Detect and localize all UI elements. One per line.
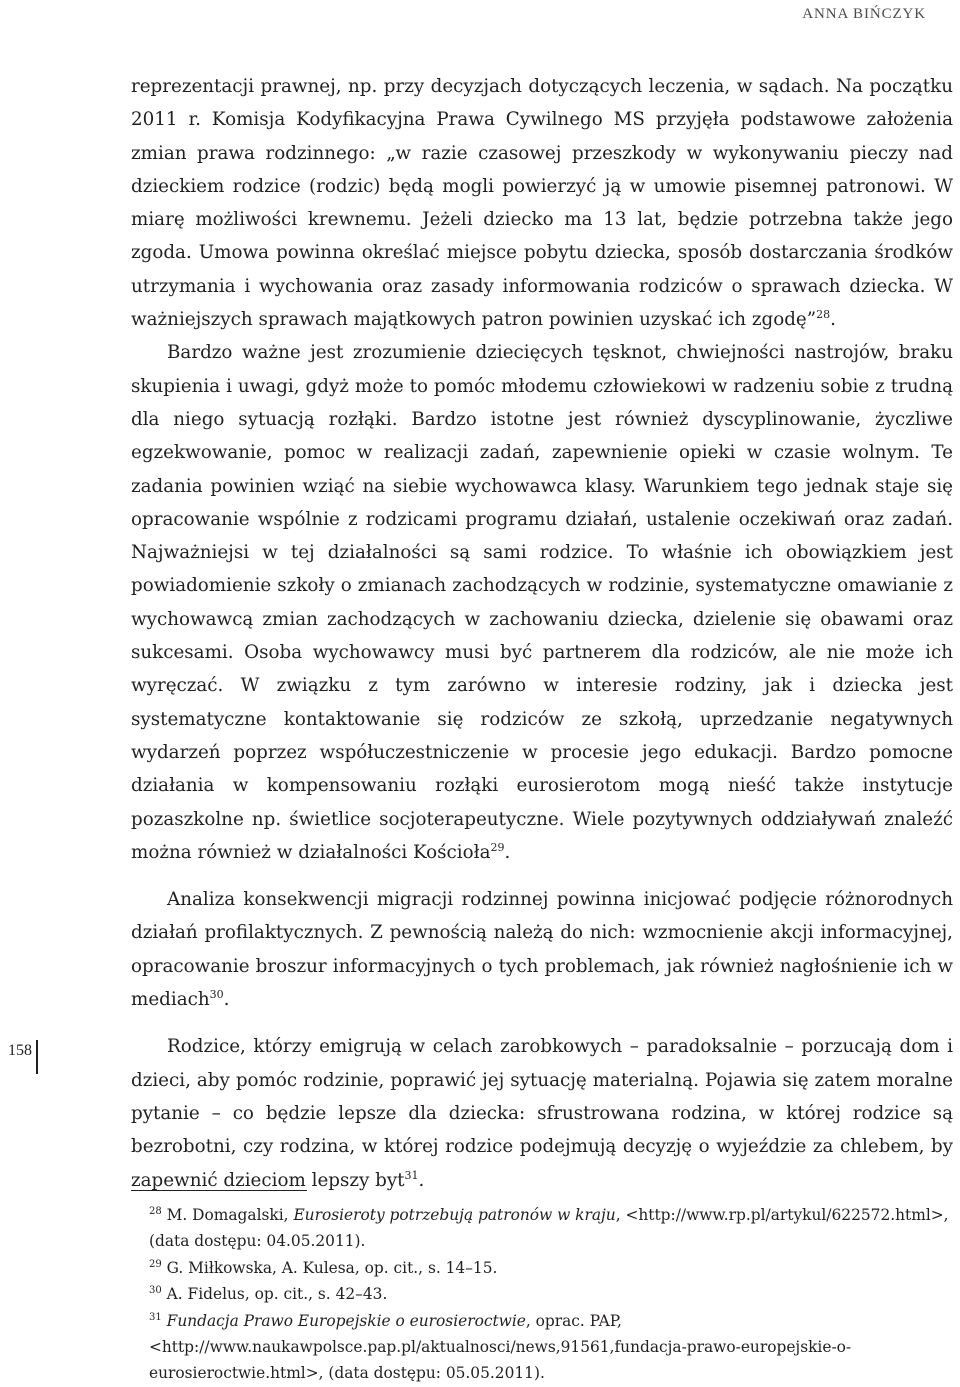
footnote-ref: 31 [404, 1168, 419, 1182]
italic-title: Eurosieroty potrzebują patronów w kraju [293, 1206, 616, 1224]
footnote-ref: 29 [490, 840, 505, 854]
footnote-ref: 28 [149, 1206, 162, 1217]
text-run: . [504, 841, 511, 863]
italic-title: Fundacja Prawo Europejskie o eurosieroctwie [166, 1311, 526, 1330]
footnote-separator [131, 1190, 307, 1191]
footnote-ref: 29 [149, 1258, 162, 1270]
text-run: , oprac. PAP, <http://www.naukawpolsce.pap.pl/aktualnosci/news,91561,fundacja-prawo-europejskie-o-eurosieroctwie.html>, (data dostępu: 05.05.2011). [149, 1311, 852, 1383]
paragraph [131, 883, 953, 1016]
text-run: reprezentacji prawnej, np. przy decyzjach dotyczących leczenia, w sądach. Na początku 2011 r. Komisja Kodyfikacyjna Prawa Cywilnego MS przyjęła podstawowe założenia zmian prawa rodzinnego: „w razie czasowej przeszkody w wykonywaniu pieczy nad dzieckiem rodzice (rodzic) będą mogli powierzyć ją w umowie pisemnej patronowi. W miarę możliwości krewnemu. Jeżeli dziecko ma 13 lat, będzie potrzebna także jego zgoda. Umowa powinna określać miejsce pobytu dziecka, sposób dostarczania środków utrzymania i wychowania oraz zasady informowania rodziców o sprawach dziecka. W ważniejszych sprawach majątkowych patron powinien uzyskać ich zgodę” [131, 76, 953, 331]
footnote-ref: 28 [816, 308, 831, 322]
footnote [131, 1281, 953, 1307]
text-run: M. Domagalski, [161, 1206, 294, 1224]
footnote [131, 1202, 953, 1255]
text-run: . [830, 309, 836, 331]
text-run: Analiza konsekwencji migracji rodzinnej powinna inicjować podjęcie różnorodnych działań profilaktycznych. Z pewnością należą do nich: wzmocnienie akcji informacyjnej, opracowanie broszur informacyjnych o tych problemach, jak również nagłośnienie ich w mediach [131, 889, 953, 1011]
text-run: G. Miłkowska, A. Kulesa, op. cit., s. 14–15. [161, 1258, 498, 1277]
body-text [131, 70, 953, 1197]
footnote-ref: 30 [209, 988, 224, 1002]
text-run: Bardzo ważne jest zrozumienie dziecięcych tęsknot, chwiejności nastrojów, braku skupienia i uwagi, gdyż może to pomóc młodemu człowiekowi w radzeniu sobie z trudną dla niego sytuacją rozłąki. Bardzo istotne jest również dyscyplinowanie, życzliwe egzekwowanie, pomoc w realizacji zadań, zapewnienie opieki w czasie wolnym. Te zadania powinien wziąć na siebie wychowawca klasy. Warunkiem tego jednak staje się opracowanie wspólnie z rodzicami programu działań, ustalenie oczekiwań oraz zadań. Najważniejsi w tej działalności są sami rodzice. To właśnie ich obowiązkiem jest powiadomienie szkoły o zmianach zachodzących w rodzinie, systematyczne omawianie z wychowawcą zmian zachodzących w zachowaniu dziecka, dzielenie się obawami oraz sukcesami. Osoba wychowawcy musi być partnerem dla rodziców, ale nie może ich wyręczać. W związku z tym zarówno w interesie rodziny, jak i dziecka jest systematyczne kontaktowanie się rodziców ze szkołą, uprzedzanie negatywnych wydarzeń poprzez współuczestniczenie w procesie jego edukacji. Bardzo pomocne działania w kompensowaniu rozłąki eurosierotom mogą nieść także instytucje pozaszkolne np. świetlice socjoterapeutyczne. Wiele pozytywnych oddziaływań znaleźć można również w działalności Kościoła [131, 342, 953, 863]
footnote-ref: 30 [149, 1285, 162, 1297]
text-run: A. Fidelus, op. cit., s. 42–43. [161, 1285, 388, 1304]
text-run: . [223, 989, 230, 1011]
page-number: 158 [8, 1042, 32, 1059]
text-run: . [418, 1169, 425, 1191]
paragraph [131, 1030, 953, 1196]
paragraph [131, 336, 953, 869]
paragraph [131, 70, 953, 336]
text-run: , <http://www.rp.pl/artykul/622572.html>, (data dostępu: 04.05.2011). [149, 1206, 949, 1251]
text-run: Rodzice, którzy emigrują w celach zarobkowych – paradoksalnie – porzucają dom i dzieci, aby pomóc rodzinie, poprawić jej sytuację materialną. Pojawia się zatem moralne pytanie – co będzie lepsze dla dziecka: sfrustrowana rodzina, w której rodzice są bezrobotni, czy rodzina, w której rodzice podejmują decyzję o wyjeździe za chlebem, by zapewnić dzieciom lepszy byt [131, 1036, 953, 1191]
page-number-rule [36, 1040, 38, 1074]
footnote [131, 1255, 953, 1281]
footnote-ref: 31 [149, 1311, 162, 1323]
footnote [131, 1308, 953, 1387]
footnotes [131, 1202, 953, 1387]
running-head-author: ANNA BIŃCZYK [802, 6, 926, 22]
